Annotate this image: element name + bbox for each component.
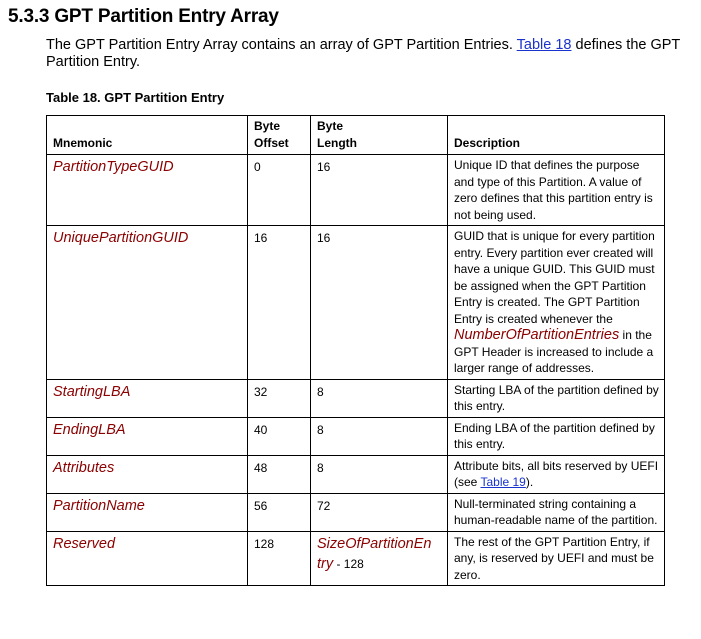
cell-description: Null-terminated string containing a human-readable name of the partition. [448, 493, 665, 531]
table-caption: Table 18. GPT Partition Entry [46, 90, 225, 105]
cell-offset: 128 [248, 531, 311, 586]
table-18-link[interactable]: Table 18 [516, 37, 572, 53]
cell-description: Attribute bits, all bits reserved by UEFI (see Table 19). [448, 455, 665, 493]
cell-mnemonic [47, 455, 248, 493]
cell-offset: 32 [248, 379, 311, 417]
cell-mnemonic [47, 226, 248, 380]
cell-length: 8 [311, 417, 448, 455]
cell-description: Unique ID that defines the purpose and type of this Partition. A value of zero defines that this partition entry is not being used. [448, 155, 665, 226]
cell-mnemonic [47, 379, 248, 417]
mnemonic-attributes: Attributes [53, 459, 115, 476]
cell-length: 8 [311, 379, 448, 417]
mnemonic-reserved: Reserved [53, 535, 116, 552]
cell-description: The rest of the GPT Partition Entry, if any, is reserved by UEFI and must be zero. [448, 531, 665, 586]
cell-offset: 40 [248, 417, 311, 455]
mnemonic-starting-lba: StartingLBA [53, 383, 131, 400]
section-heading: 5.3.3 GPT Partition Entry Array [8, 6, 279, 27]
cell-offset: 48 [248, 455, 311, 493]
cell-length: SizeOfPartitionEn try - 128 [311, 531, 448, 586]
cell-description: Starting LBA of the partition defined by this entry. [448, 379, 665, 417]
mnemonic-size-of-partition-entry: SizeOfPartitionEn try [317, 535, 432, 572]
gpt-partition-entry-table [46, 115, 665, 586]
table-row [47, 226, 665, 380]
table-row [47, 493, 665, 531]
mnemonic-partition-name: PartitionName [53, 497, 145, 514]
table-row [47, 455, 665, 493]
cell-description: GUID that is unique for every partition entry. Every partition ever created will have a unique GUID. This GUID must be assigned when the GPT Partition Entry is created. The GPT Partition Entry is created whenever the NumberOfPartitionEntries in the GPT Header is increased to include a larger range of addresses. [448, 226, 665, 380]
cell-length: 72 [311, 493, 448, 531]
cell-description: Ending LBA of the partition defined by this entry. [448, 417, 665, 455]
cell-length: 16 [311, 226, 448, 380]
table-row [47, 379, 665, 417]
cell-offset: 56 [248, 493, 311, 531]
table-19-link[interactable]: Table 19 [480, 475, 526, 489]
cell-mnemonic [47, 493, 248, 531]
intro-text-start: The GPT Partition Entry Array contains an array of GPT Partition Entries. [46, 37, 517, 53]
header-description: Description [448, 116, 665, 155]
table-header-row [47, 116, 665, 155]
cell-offset: 0 [248, 155, 311, 226]
cell-mnemonic [47, 417, 248, 455]
cell-mnemonic [47, 531, 248, 586]
intro-text-end: defines the GPT Partition Entry. [46, 37, 681, 70]
cell-length: 16 [311, 155, 448, 226]
cell-length: 8 [311, 455, 448, 493]
table-row [47, 531, 665, 586]
mnemonic-unique-partition-guid: UniquePartitionGUID [53, 230, 189, 246]
mnemonic-partition-type-guid: PartitionTypeGUID [53, 159, 174, 175]
header-byte-offset: Byte Offset [248, 116, 311, 155]
table-row [47, 417, 665, 455]
section-intro [46, 37, 686, 71]
cell-mnemonic [47, 155, 248, 226]
mnemonic-number-of-partition-entries: NumberOfPartitionEntries [454, 327, 620, 343]
header-byte-length: Byte Length [311, 116, 448, 155]
cell-offset: 16 [248, 226, 311, 380]
table-row [47, 155, 665, 226]
header-mnemonic: Mnemonic [47, 116, 248, 155]
mnemonic-ending-lba: EndingLBA [53, 421, 126, 438]
